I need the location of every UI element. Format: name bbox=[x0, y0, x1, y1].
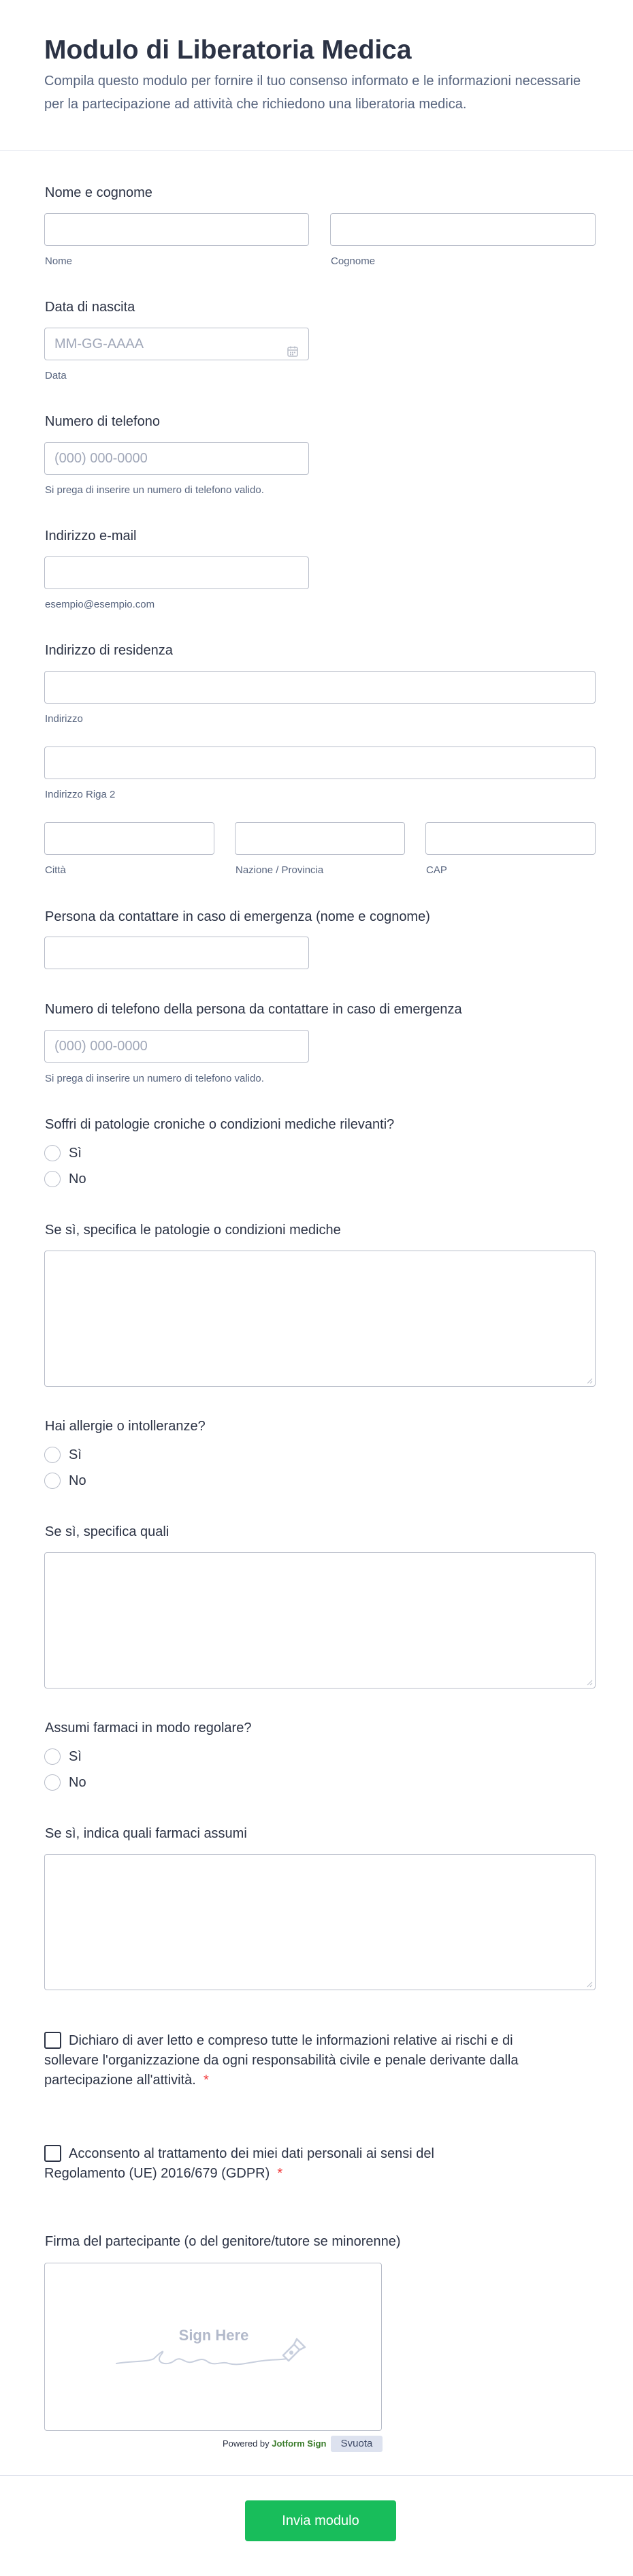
first-name-input[interactable] bbox=[44, 213, 309, 246]
required-asterisk: * bbox=[277, 2166, 283, 2181]
phone-sublabel: Si prega di inserire un numero di telefono valido. bbox=[45, 484, 264, 496]
chronic-label: Soffri di patologie croniche o condizioni mediche rilevanti? bbox=[45, 1117, 395, 1132]
state-sublabel: Nazione / Provincia bbox=[236, 864, 324, 876]
signature-pad[interactable] bbox=[44, 2263, 382, 2431]
footer-divider bbox=[0, 2475, 633, 2476]
radio-label: Sì bbox=[69, 1749, 82, 1764]
phone-placeholder: (000) 000-0000 bbox=[54, 451, 148, 466]
chronic-details-label: Se sì, specifica le patologie o condizioni mediche bbox=[45, 1223, 341, 1238]
city-sublabel: Città bbox=[45, 864, 66, 876]
signature-label: Firma del partecipante (o del genitore/tutore se minorenne) bbox=[45, 2234, 401, 2249]
allergies-option-no[interactable] bbox=[44, 1473, 180, 1490]
radio-circle[interactable] bbox=[44, 1774, 61, 1791]
radio-label: No bbox=[69, 1473, 86, 1488]
medications-details-textarea[interactable] bbox=[44, 1854, 596, 1990]
allergies-label: Hai allergie o intolleranze? bbox=[45, 1419, 206, 1434]
email-label: Indirizzo e-mail bbox=[45, 529, 137, 544]
radio-circle[interactable] bbox=[44, 1748, 61, 1765]
emergency-phone-label: Numero di telefono della persona da contattare in caso di emergenza bbox=[45, 1002, 462, 1017]
jotform-sign-brand: Jotform Sign bbox=[272, 2438, 327, 2449]
form-description: Compila questo modulo per fornire il tuo consenso informato e le informazioni necessarie per la partecipazione ad attività che richiedono una liberatoria medica. bbox=[44, 74, 581, 112]
radio-circle[interactable] bbox=[44, 1473, 61, 1489]
address-line2-sublabel: Indirizzo Riga 2 bbox=[45, 789, 116, 800]
clear-signature-button[interactable]: Svuota bbox=[331, 2436, 383, 2452]
address-line2-input[interactable] bbox=[44, 747, 596, 779]
submit-button[interactable]: Invia modulo bbox=[245, 2500, 396, 2541]
form-title: Modulo di Liberatoria Medica bbox=[44, 35, 412, 65]
calendar-icon[interactable] bbox=[287, 338, 299, 350]
phone-input[interactable] bbox=[44, 442, 309, 475]
birth-date-placeholder: MM-GG-AAAA bbox=[54, 336, 144, 351]
radio-label: No bbox=[69, 1172, 86, 1187]
consent-gdpr-field bbox=[44, 2144, 480, 2184]
resize-grip-icon[interactable] bbox=[586, 1377, 593, 1384]
chronic-option-no[interactable] bbox=[44, 1171, 180, 1189]
emergency-phone-sublabel: Si prega di inserire un numero di telefono valido. bbox=[45, 1073, 264, 1084]
full-name-label: Nome e cognome bbox=[45, 185, 152, 200]
medications-label: Assumi farmaci in modo regolare? bbox=[45, 1721, 252, 1735]
consent-gdpr-text[interactable]: Acconsento al trattamento dei miei dati personali ai sensi del Regolamento (UE) 2016/679 (GDPR) * bbox=[44, 2146, 434, 2181]
radio-label: Sì bbox=[69, 1146, 82, 1161]
chronic-option-yes[interactable] bbox=[44, 1145, 180, 1163]
birth-date-sublabel: Data bbox=[45, 370, 67, 381]
resize-grip-icon[interactable] bbox=[586, 1981, 593, 1988]
email-input[interactable] bbox=[44, 556, 309, 589]
emergency-phone-input[interactable] bbox=[44, 1030, 309, 1063]
resize-grip-icon[interactable] bbox=[586, 1679, 593, 1686]
emergency-phone-placeholder: (000) 000-0000 bbox=[54, 1039, 148, 1054]
zip-input[interactable] bbox=[425, 822, 596, 855]
allergies-details-label: Se sì, specifica quali bbox=[45, 1524, 169, 1539]
radio-label: No bbox=[69, 1775, 86, 1790]
consent-risks-field bbox=[44, 2031, 534, 2090]
consent-gdpr-checkbox[interactable] bbox=[44, 2145, 61, 2162]
radio-label: Sì bbox=[69, 1447, 82, 1462]
birth-date-input[interactable] bbox=[44, 328, 309, 360]
last-name-sublabel: Cognome bbox=[331, 255, 376, 267]
email-sublabel: esempio@esempio.com bbox=[45, 599, 155, 610]
signature-placeholder: Sign Here bbox=[178, 2327, 249, 2344]
allergies-details-textarea[interactable] bbox=[44, 1552, 596, 1688]
powered-by: Powered by Jotform Sign bbox=[223, 2438, 327, 2449]
required-asterisk: * bbox=[203, 2073, 209, 2088]
consent-risks-checkbox[interactable] bbox=[44, 2032, 61, 2049]
radio-circle[interactable] bbox=[44, 1145, 61, 1161]
medications-option-no[interactable] bbox=[44, 1774, 180, 1792]
header-divider bbox=[0, 150, 633, 151]
radio-circle[interactable] bbox=[44, 1447, 61, 1463]
birth-date-label: Data di nascita bbox=[45, 300, 135, 315]
allergies-option-yes[interactable] bbox=[44, 1447, 180, 1464]
phone-label: Numero di telefono bbox=[45, 414, 160, 429]
address-label: Indirizzo di residenza bbox=[45, 643, 173, 658]
consent-risks-text[interactable]: Dichiaro di aver letto e compreso tutte le informazioni relative ai rischi e di sollevare l'organizzazione da ogni responsabilità civile e penale derivante dalla partecipazione all'attività. * bbox=[44, 2033, 519, 2088]
emergency-contact-input[interactable] bbox=[44, 937, 309, 969]
radio-circle[interactable] bbox=[44, 1171, 61, 1187]
medications-option-yes[interactable] bbox=[44, 1748, 180, 1766]
zip-sublabel: CAP bbox=[426, 864, 447, 876]
address-line1-input[interactable] bbox=[44, 671, 596, 704]
chronic-details-textarea[interactable] bbox=[44, 1251, 596, 1387]
address-line1-sublabel: Indirizzo bbox=[45, 713, 83, 725]
medications-details-label: Se sì, indica quali farmaci assumi bbox=[45, 1826, 247, 1841]
last-name-input[interactable] bbox=[330, 213, 596, 246]
emergency-contact-label: Persona da contattare in caso di emergenza (nome e cognome) bbox=[45, 909, 430, 924]
city-input[interactable] bbox=[44, 822, 214, 855]
state-input[interactable] bbox=[235, 822, 405, 855]
first-name-sublabel: Nome bbox=[45, 255, 73, 267]
